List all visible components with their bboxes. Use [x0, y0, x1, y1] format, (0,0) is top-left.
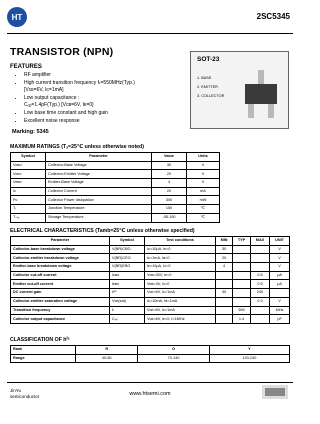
table-cell: Vᴄʙᴏ — [11, 161, 46, 170]
table-row — [11, 161, 220, 170]
table-cell — [233, 245, 251, 254]
table-row — [11, 245, 290, 254]
table-cell: Collector-emitter saturation voltage — [11, 297, 110, 306]
classification-table — [10, 345, 290, 363]
table-cell — [216, 306, 233, 315]
table-cell — [233, 280, 251, 289]
feature-item: • High current transition frequency fₜ=550MHz(Typ.) — [24, 80, 199, 88]
column-header: MAX — [250, 237, 269, 246]
table-cell: V — [270, 263, 290, 272]
table-cell: 70-140 — [138, 354, 209, 363]
feature-item: • Low base time constant and high gain — [24, 110, 199, 118]
table-cell — [250, 263, 269, 272]
table-row — [11, 346, 290, 355]
table-cell: Collector-base breakdown voltage — [11, 245, 110, 254]
table-cell: Iᴄ — [11, 187, 46, 196]
footer-divider — [7, 382, 293, 383]
table-cell: 0.5 — [250, 280, 269, 289]
table-cell: V — [187, 179, 220, 188]
table-cell — [216, 297, 233, 306]
table-header-row — [11, 153, 220, 162]
electrical-table — [10, 236, 290, 324]
table-cell: Collector-Emitter Voltage — [46, 170, 152, 179]
table-row — [11, 297, 290, 306]
table-row — [11, 271, 290, 280]
table-cell — [216, 315, 233, 324]
table-cell: Ic=10mA, Iʙ=1mA — [145, 297, 216, 306]
table-cell: 4 — [152, 179, 187, 188]
table-cell: Vᴄᴇᴏ — [11, 170, 46, 179]
features-list — [12, 72, 199, 125]
table-cell: Collector-Base Voltage — [46, 161, 152, 170]
table-cell — [233, 289, 251, 298]
table-cell: 550 — [233, 306, 251, 315]
table-cell: Vᴄᴇ(sat) — [110, 297, 145, 306]
table-row — [11, 213, 220, 222]
table-cell: MHz — [270, 306, 290, 315]
marking-label: Marking: 5345 — [12, 129, 49, 135]
company-subtitle: semiconductor — [10, 394, 40, 399]
table-cell: V — [270, 254, 290, 263]
table-row — [11, 280, 290, 289]
column-header: MIN — [216, 237, 233, 246]
table-cell — [233, 254, 251, 263]
table-cell — [233, 271, 251, 280]
pin-label: 1. BASE — [197, 76, 212, 80]
table-cell: 0.3 — [250, 297, 269, 306]
table-row — [11, 170, 220, 179]
table-cell: 20 — [216, 254, 233, 263]
table-row — [11, 263, 290, 272]
table-cell: Collector cut-off current — [11, 271, 110, 280]
table-cell: Emitter-Base Voltage — [46, 179, 152, 188]
column-header: TYP — [233, 237, 251, 246]
feature-item: • RF amplifier — [24, 72, 199, 80]
table-cell: 20 — [152, 170, 187, 179]
table-cell: Vᴄᴇ=6V, Iᴄ=1mA — [145, 289, 216, 298]
table-row — [11, 205, 220, 214]
table-cell: DC current gain — [11, 289, 110, 298]
table-cell: Tₛₜᵧ — [11, 213, 46, 222]
table-cell: Collector Current — [46, 187, 152, 196]
table-cell: Vᴄᴇ=6V, Iᴄ=1mA — [145, 306, 216, 315]
table-cell: Tⱼ — [11, 205, 46, 214]
table-cell: Collector-emitter breakdown voltage — [11, 254, 110, 263]
column-header: UNIT — [270, 237, 290, 246]
table-cell: O — [138, 346, 209, 355]
table-cell: Transition frequency — [11, 306, 110, 315]
table-cell: Iᴇ=10μA, Iᴄ=0 — [145, 263, 216, 272]
table-cell: fₜ — [110, 306, 145, 315]
table-header-row — [11, 237, 290, 246]
table-cell: 20 — [152, 187, 187, 196]
table-cell: 300 — [152, 196, 187, 205]
table-row — [11, 354, 290, 363]
column-header: Symbol — [110, 237, 145, 246]
feature-item: • Low output capacitance : — [24, 95, 199, 103]
table-cell — [233, 263, 251, 272]
table-cell: hᶠᵉ — [110, 289, 145, 298]
table-cell — [233, 297, 251, 306]
table-cell — [216, 280, 233, 289]
table-cell: Vᴄʙ=30V, Iᴇ=0 — [145, 271, 216, 280]
classification-heading: CLASSIFICATION OF hᶠᵉ — [10, 337, 70, 343]
table-cell: 40 — [216, 289, 233, 298]
table-cell: V — [270, 297, 290, 306]
max-ratings-table — [10, 152, 220, 223]
table-row — [11, 196, 220, 205]
table-cell: V(BR)EBO — [110, 263, 145, 272]
table-cell: Range — [11, 354, 76, 363]
table-cell: Y — [209, 346, 289, 355]
table-cell: 120-240 — [209, 354, 289, 363]
table-cell: Collector Power dissipation — [46, 196, 152, 205]
table-cell: Junction Temperature — [46, 205, 152, 214]
table-cell: Vᴄʙ=6V, Iᴇ=0, f=1MHz — [145, 315, 216, 324]
table-cell — [250, 245, 269, 254]
table-cell: μA — [270, 271, 290, 280]
table-cell: 40-80 — [76, 354, 138, 363]
table-cell — [250, 306, 269, 315]
max-ratings-heading: MAXIMUM RATINGS (Tₐ=25℃ unless otherwise noted) — [10, 144, 144, 150]
table-cell: Collector output capacitance — [11, 315, 110, 324]
table-cell: V(BR)CEO — [110, 254, 145, 263]
features-heading: FEATURES — [10, 64, 42, 70]
table-cell: Pᴄ — [11, 196, 46, 205]
table-cell: 4 — [216, 263, 233, 272]
table-row — [11, 187, 220, 196]
table-cell — [216, 271, 233, 280]
table-cell: Storage Temperature — [46, 213, 152, 222]
feature-item: [Vᴄᴇ=6V, Iᴄ=1mA] — [24, 87, 64, 94]
footer-logo-icon — [262, 385, 288, 399]
table-cell: ℃ — [187, 205, 220, 214]
table-cell: 240 — [250, 289, 269, 298]
table-cell: Vᴇʙᴏ — [11, 179, 46, 188]
part-number: 2SC5345 — [256, 12, 290, 21]
footer-website[interactable]: www.htsemi.com — [129, 391, 171, 397]
column-header: Value — [152, 153, 187, 162]
table-cell: Vᴇʙ=4V, Iᴄ=0 — [145, 280, 216, 289]
table-cell: Ic=10μA, Iᴇ=0 — [145, 245, 216, 254]
pin-label: 2. EMITTER — [197, 85, 218, 89]
table-cell: Cₒᵦ — [110, 315, 145, 324]
table-cell: R — [76, 346, 138, 355]
table-cell: Emitter-base breakdown voltage — [11, 263, 110, 272]
table-row — [11, 179, 220, 188]
table-cell: Ic=1mA, Iʙ=0 — [145, 254, 216, 263]
feature-item: • Excellent noise response — [24, 118, 199, 126]
table-row — [11, 289, 290, 298]
pin-label: 3. COLLECTOR — [197, 94, 225, 98]
header-divider — [7, 33, 293, 34]
table-cell: μA — [270, 280, 290, 289]
table-cell — [270, 289, 290, 298]
table-cell: 0.5 — [250, 271, 269, 280]
table-cell — [250, 315, 269, 324]
column-header: Test conditions — [145, 237, 216, 246]
table-cell: mW — [187, 196, 220, 205]
table-cell: V — [187, 161, 220, 170]
table-row — [11, 306, 290, 315]
table-cell: 1.4 — [233, 315, 251, 324]
table-row — [11, 315, 290, 324]
table-cell: V — [270, 245, 290, 254]
table-cell: Iᴇʙᴏ — [110, 280, 145, 289]
column-header: Symbol — [11, 153, 46, 162]
table-cell: ℃ — [187, 213, 220, 222]
table-cell: mA — [187, 187, 220, 196]
company-name: JinYu — [10, 388, 22, 393]
table-cell: Iᴄʙᴏ — [110, 271, 145, 280]
company-logo: HT — [7, 7, 27, 27]
table-row — [11, 254, 290, 263]
table-cell: V — [187, 170, 220, 179]
table-cell: Rank — [11, 346, 76, 355]
table-cell — [250, 254, 269, 263]
column-header: Parameter — [46, 153, 152, 162]
table-cell: Emitter cut-off current — [11, 280, 110, 289]
column-header: Parameter — [11, 237, 110, 246]
table-cell: -55-150 — [152, 213, 187, 222]
sot23-package-icon — [239, 66, 283, 122]
table-cell: 150 — [152, 205, 187, 214]
package-name: SOT-23 — [197, 56, 220, 63]
package-box — [190, 51, 289, 129]
column-header: Units — [187, 153, 220, 162]
feature-item: Cₒᵦ=1.4pF(Typ.) [Vᴄʙ=6V, Iᴇ=0] — [24, 102, 94, 109]
table-cell: V(BR)CBO — [110, 245, 145, 254]
table-cell: 30 — [216, 245, 233, 254]
document-title: TRANSISTOR (NPN) — [10, 46, 114, 58]
table-cell: 30 — [152, 161, 187, 170]
electrical-heading: ELECTRICAL CHARACTERISTICS (Tamb=25℃ unless otherwise specified) — [10, 228, 195, 234]
table-cell: pF — [270, 315, 290, 324]
